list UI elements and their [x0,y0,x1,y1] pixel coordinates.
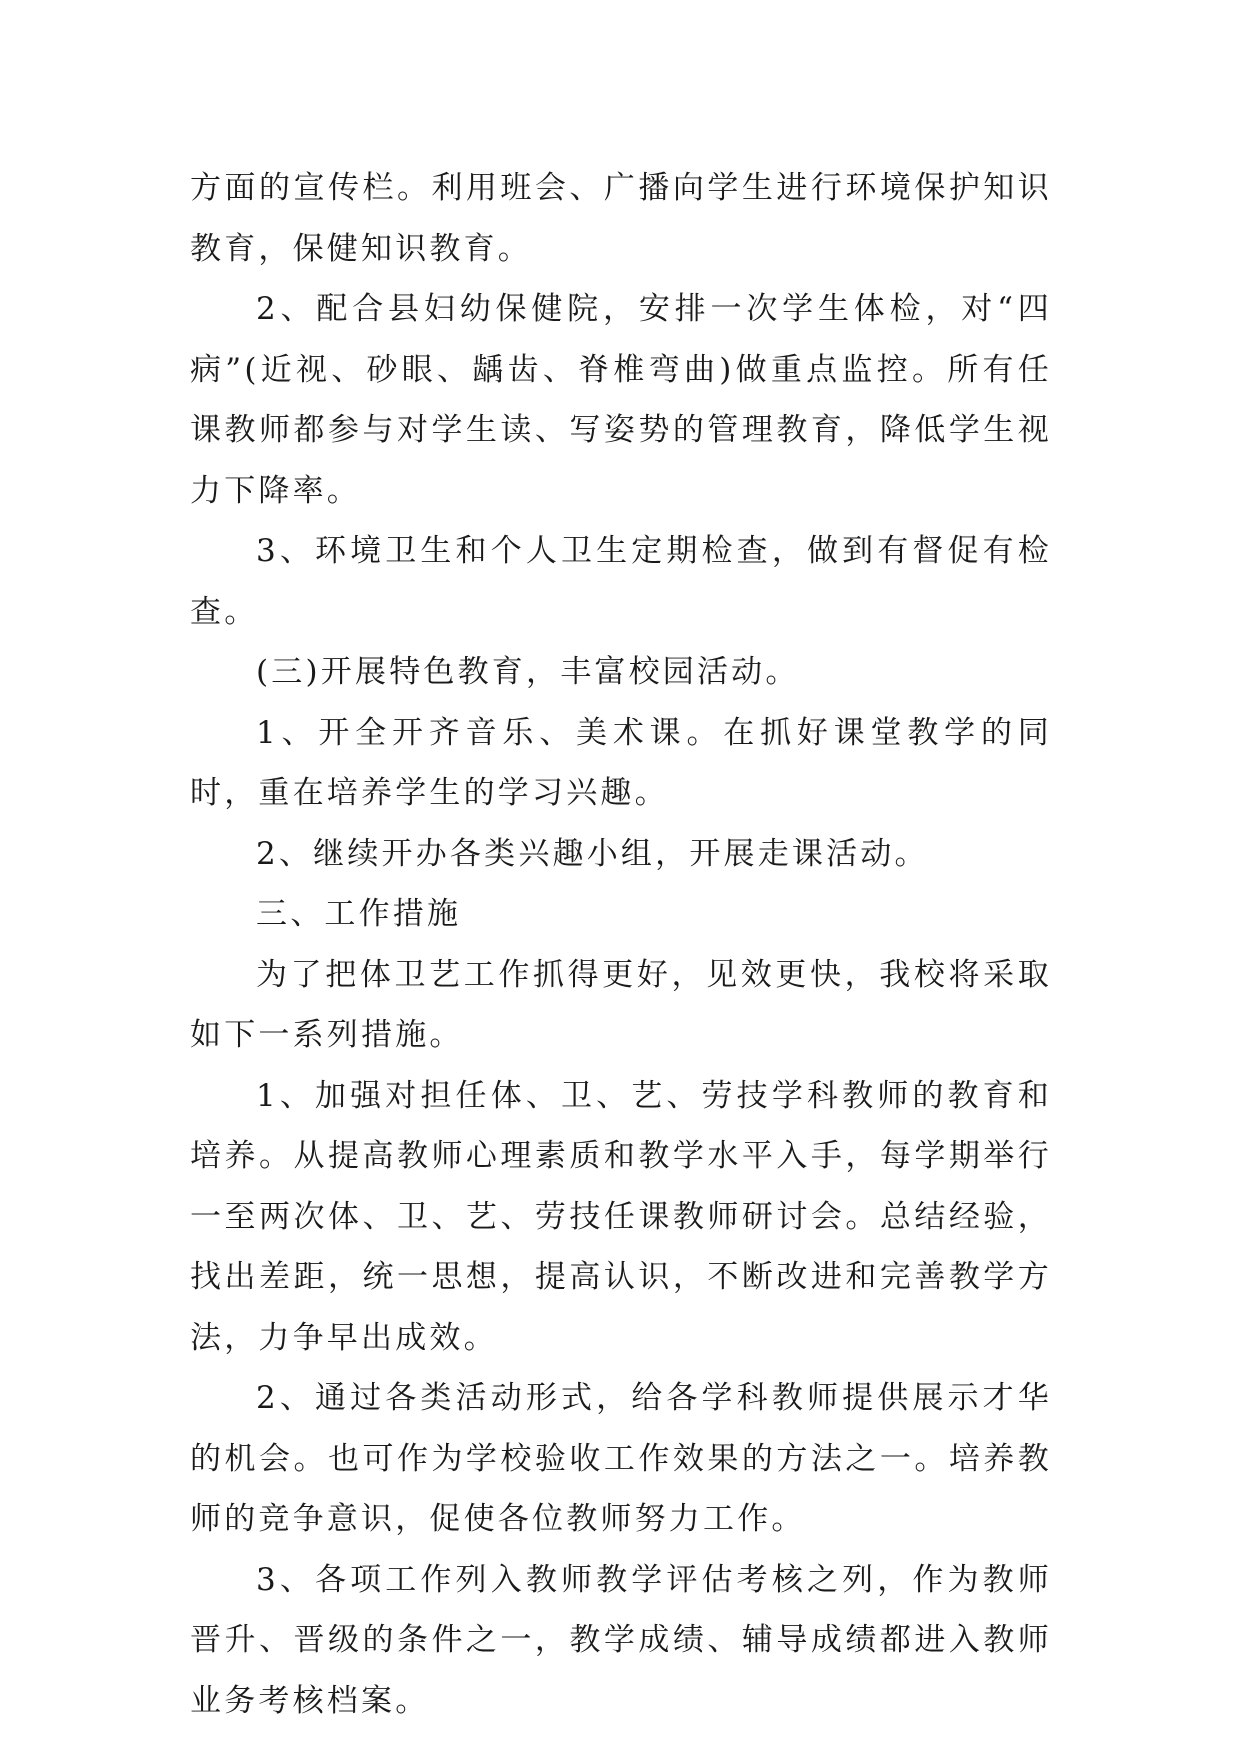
paragraph: 3、各项工作列入教师教学评估考核之列，作为教师晋升、晋级的条件之一，教学成绩、辅导成绩都进入教师业务考核档案。 [190,1561,1052,1719]
paragraph: 1、加强对担任体、卫、艺、劳技学科教师的教育和培养。从提高教师心理素质和教学水平入手，每学期举行一至两次体、卫、艺、劳技任课教师研讨会。总结经验，找出差距，统一思想，提高认识，不断改进和完善教学方法，力争早出成效。 [190,1077,1052,1356]
paragraph: 方面的宣传栏。利用班会、广播向学生进行环境保护知识教育，保健知识教育。 [190,170,1052,267]
paragraph: 2、配合县妇幼保健院，安排一次学生体检，对“四病”(近视、砂眼、龋齿、脊椎弯曲)做重点监控。所有任课教师都参与对学生读、写姿势的管理教育，降低学生视力下降率。 [190,291,1052,509]
document-body [190,158,1052,1731]
paragraph: 2、通过各类活动形式，给各学科教师提供展示才华的机会。也可作为学校验收工作效果的方法之一。培养教师的竞争意识，促使各位教师努力工作。 [190,1380,1052,1537]
section-heading: 三、工作措施 [256,896,462,932]
section-heading: (三)开展特色教育，丰富校园活动。 [256,654,800,690]
paragraph: 3、环境卫生和个人卫生定期检查，做到有督促有检查。 [190,533,1052,630]
paragraph: 为了把体卫艺工作抓得更好，见效更快，我校将采取如下一系列措施。 [190,956,1052,1053]
paragraph: 2、继续开办各类兴趣小组，开展走课活动。 [256,835,929,872]
paragraph: 1、开全开齐音乐、美术课。在抓好课堂教学的同时，重在培养学生的学习兴趣。 [190,714,1052,811]
